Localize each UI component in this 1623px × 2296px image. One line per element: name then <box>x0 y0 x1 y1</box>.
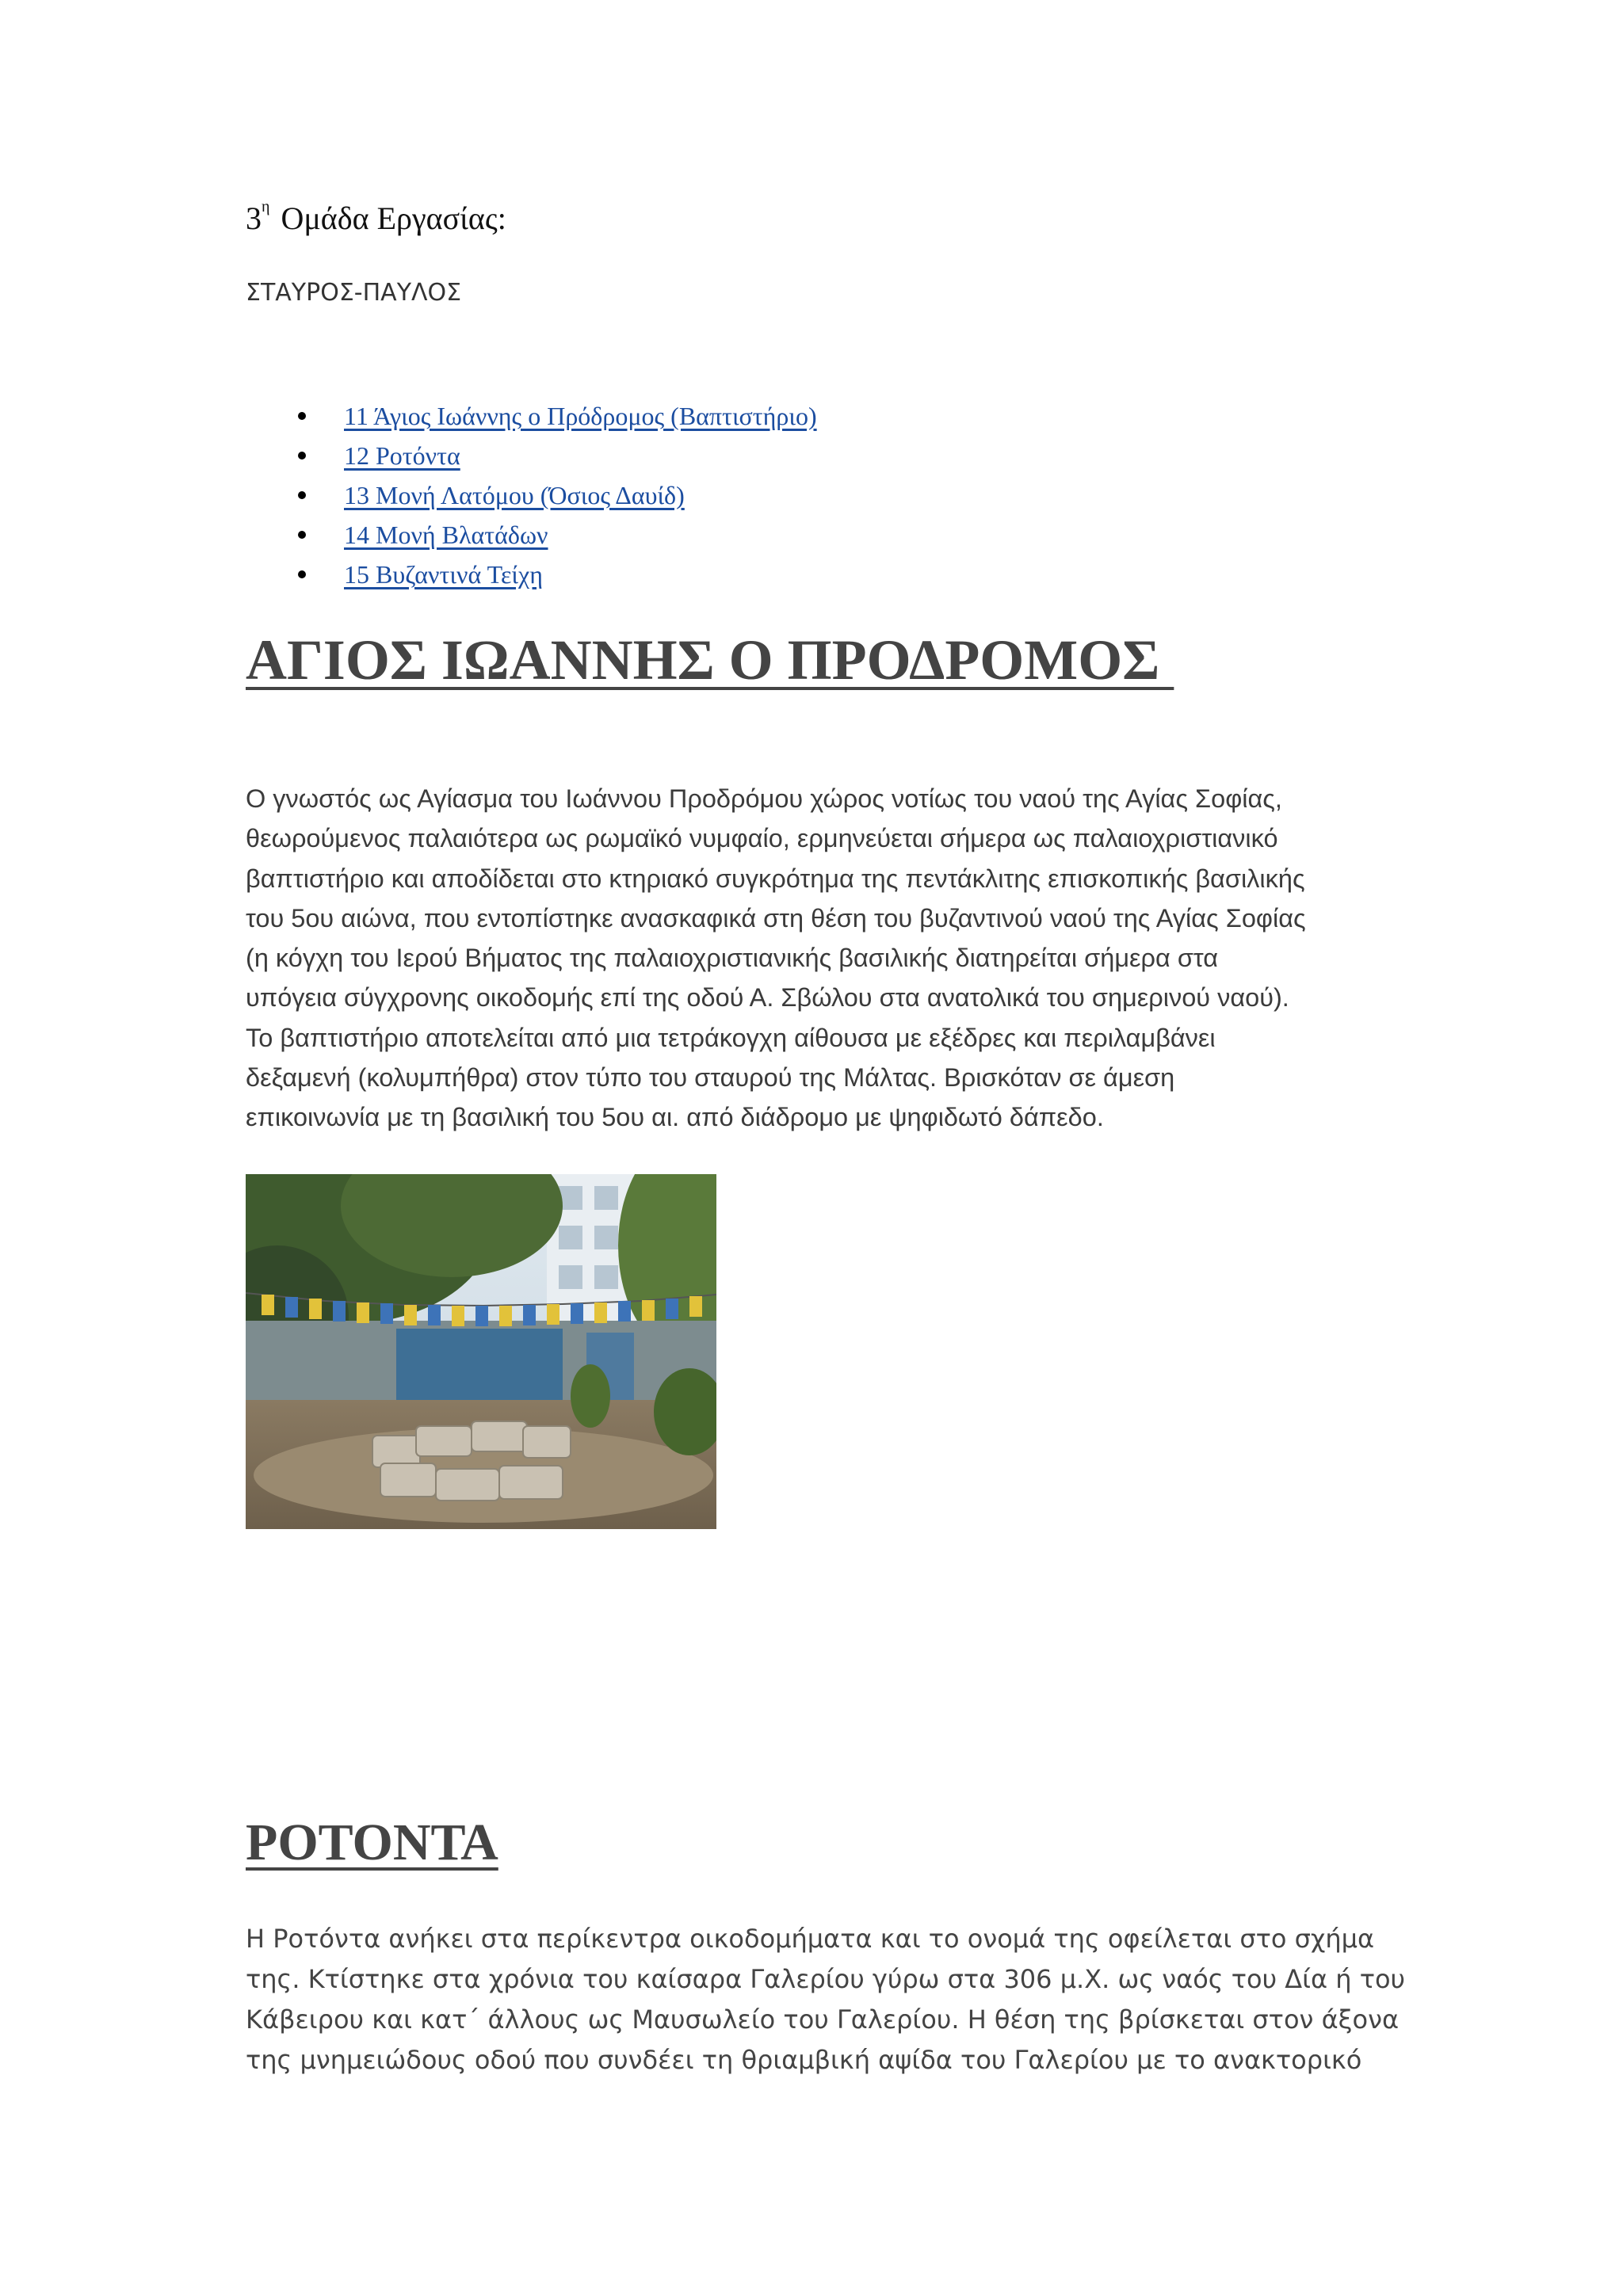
toc-item <box>246 475 817 515</box>
paragraph-line: της. Κτίστηκε στα χρόνια του καίσαρα Γαλερίου γύρω στα 306 μ.Χ. ως ναός του Δία ή του <box>246 1964 1406 1994</box>
bullet-icon <box>298 531 306 539</box>
bullet-icon <box>298 452 306 460</box>
paragraph-line: της μνημειώδους οδού που συνδέει τη θριαμβική αψίδα του Γαλερίου με το ανακτορικό <box>246 2045 1362 2075</box>
paragraph-line: επικοινωνία με τη βασιλική του 5ου αι. από διάδρομο με ψηφιδωτό δάπεδο. <box>246 1103 1104 1132</box>
baptistery-photo <box>246 1174 716 1529</box>
authors: ΣΤΑΥΡΟΣ-ΠΑΥΛΟΣ <box>246 279 462 307</box>
paragraph-line: θεωρούμενος παλαιότερα ως ρωμαϊκό νυμφαίο, ερμηνεύεται σήμερα ως παλαιοχριστιανικό <box>246 824 1278 853</box>
toc-item <box>246 396 817 436</box>
toc-link-12[interactable]: 12 Ροτόντα <box>344 441 460 470</box>
table-of-contents <box>246 396 817 594</box>
toc-link-15[interactable]: 15 Βυζαντινά Τείχη <box>344 560 543 589</box>
group-label: Ομάδα Εργασίας: <box>281 200 506 236</box>
bullet-icon <box>298 570 306 578</box>
paragraph-line: δεξαμενή (κολυμπήθρα) στον τύπο του σταυρού της Μάλτας. Βρισκόταν σε άμεση <box>246 1063 1175 1093</box>
toc-link-11[interactable]: 11 Άγιος Ιωάννης ο Πρόδρομος (Βαπτιστήριο) <box>344 402 817 430</box>
group-superscript: η <box>262 198 270 215</box>
section-heading-rotonda: ΡΟΤΟΝΤΑ <box>246 1814 498 1871</box>
bullet-icon <box>298 491 306 499</box>
group-number: 3 <box>246 200 262 236</box>
paragraph-line: (η κόγχη του Ιερού Βήματος της παλαιοχριστιανικής βασιλικής διατηρείται σήμερα στα <box>246 944 1219 973</box>
paragraph-line: Ο γνωστός ως Αγίασμα του Ιωάννου Προδρόμου χώρος νοτίως του ναού της Αγίας Σοφίας, <box>246 784 1282 813</box>
toc-item <box>246 555 817 594</box>
section-heading-agios-ioannis: ΑΓΙΟΣ ΙΩΑΝΝΗΣ Ο ΠΡΟΔΡΟΜΟΣ <box>246 628 1174 692</box>
paragraph-line: του 5ου αιώνα, που εντοπίστηκε ανασκαφικά στη θέση του βυζαντινού ναού της Αγίας Σοφίας <box>246 903 1306 933</box>
paragraph-line: Η Ροτόντα ανήκει στα περίκεντρα οικοδομήματα και το ονομά της οφείλεται στο σχήμα <box>246 1924 1375 1954</box>
bullet-icon <box>298 412 306 420</box>
section-paragraph <box>246 1919 1406 2081</box>
paragraph-line: Το βαπτιστήριο αποτελείται από μια τετράκογχη αίθουσα με εξέδρες και περιλαμβάνει <box>246 1023 1216 1052</box>
toc-link-13[interactable]: 13 Μονή Λατόμου (Όσιος Δαυίδ) <box>344 481 685 509</box>
toc-item <box>246 515 817 555</box>
group-title <box>246 198 506 237</box>
paragraph-line: υπόγεια σύγχρονης οικοδομής επί της οδού Α. Σβώλου στα ανατολικά του σημερινού ναού). <box>246 983 1289 1013</box>
toc-item <box>246 436 817 475</box>
paragraph-line: βαπτιστήριο και αποδίδεται στο κτηριακό συγκρότημα της πεντάκλιτης επισκοπικής βασιλικής <box>246 864 1305 893</box>
section-paragraph <box>246 779 1395 1138</box>
toc-link-14[interactable]: 14 Μονή Βλατάδων <box>344 521 548 549</box>
paragraph-line: Κάβειρου και κατ΄ άλλους ως Μαυσωλείο του Γαλερίου. Η θέση της βρίσκεται στον άξονα <box>246 2004 1400 2035</box>
